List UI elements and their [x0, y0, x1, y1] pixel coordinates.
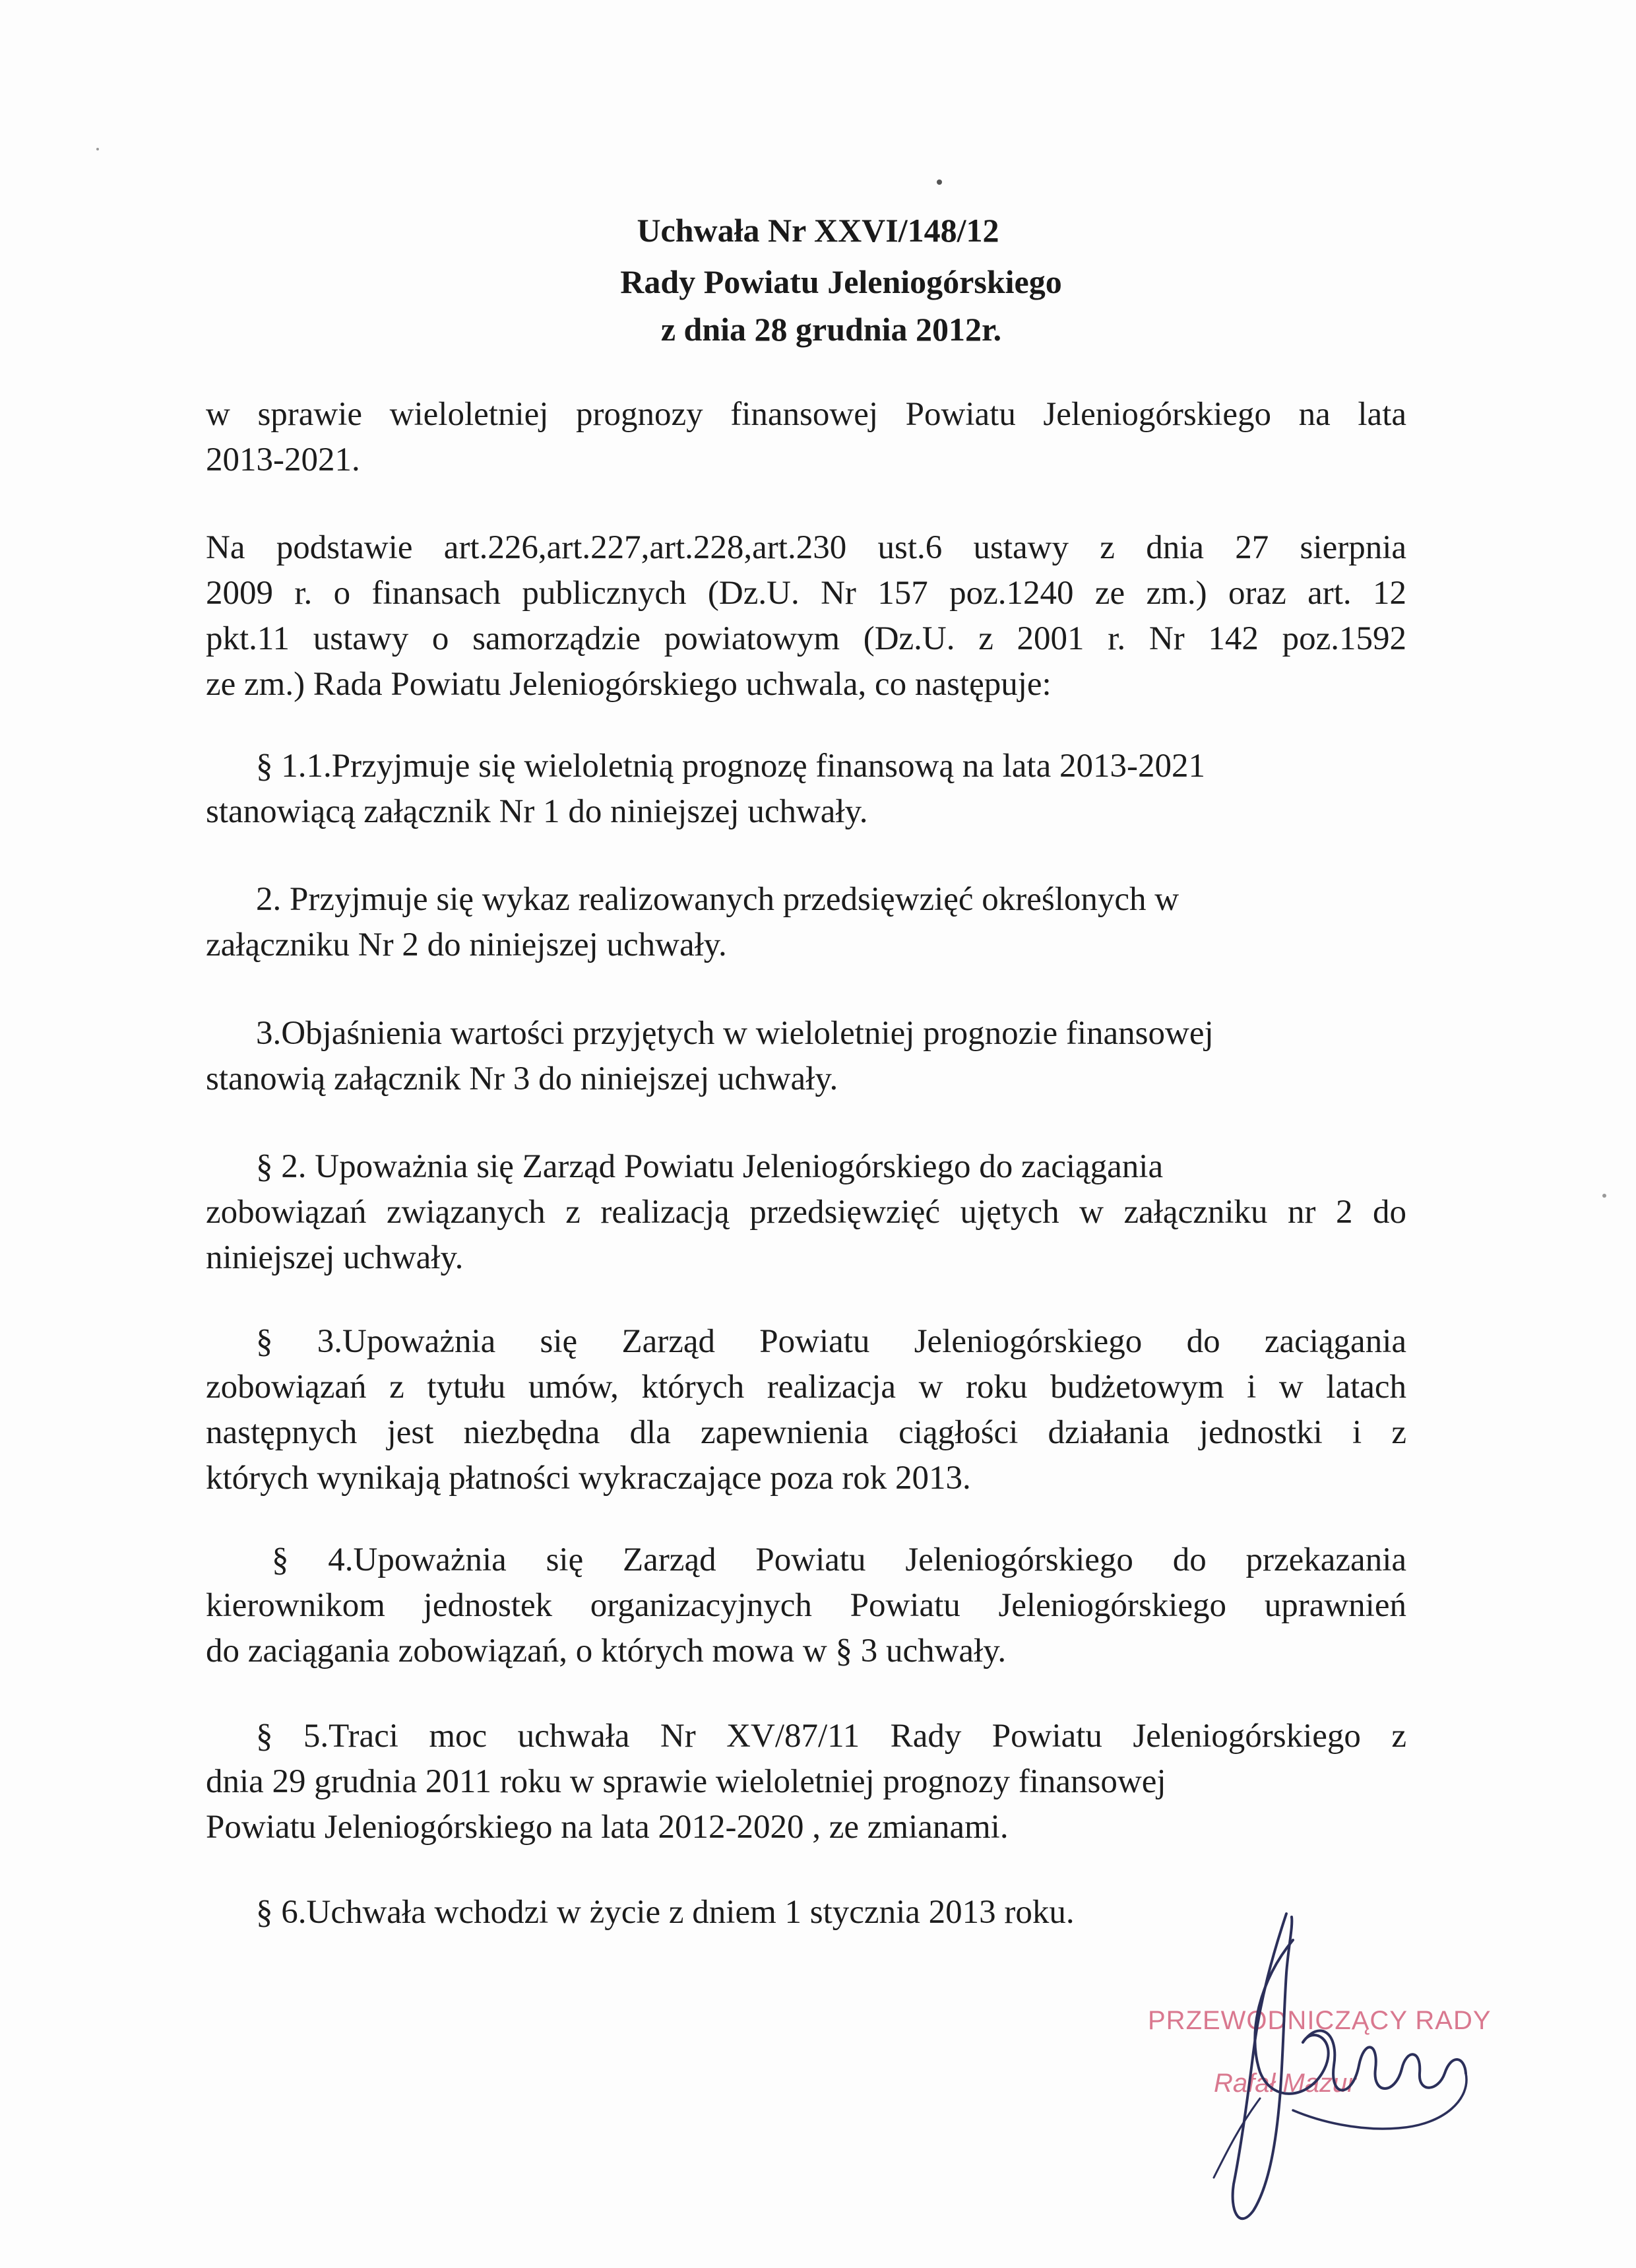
section-2	[206, 1144, 1406, 1281]
section-1-1	[206, 744, 1406, 835]
text-line: 2009 r. o finansach publicznych (Dz.U. Nr 157 poz.1240 ze zm.) oraz art. 12	[206, 575, 1406, 612]
resolution-date: z dnia 28 grudnia 2012r.	[660, 311, 1002, 348]
stamp-name: Rafał Mazur	[1214, 2069, 1356, 2098]
stamp-title: PRZEWODNICZĄCY RADY	[1148, 2006, 1492, 2035]
subject-paragraph	[206, 392, 1406, 483]
section-5	[206, 1714, 1406, 1850]
text-line: do zaciągania zobowiązań, o których mowa w § 3 uchwały.	[206, 1633, 1007, 1669]
text-line: § 2. Upoważnia się Zarząd Powiatu Jeleniogórskiego do zaciągania	[256, 1148, 1164, 1185]
text-line: załączniku Nr 2 do niniejszej uchwały.	[206, 926, 727, 963]
handwritten-signature	[1161, 1900, 1478, 2244]
resolution-number: Uchwała Nr XXVI/148/12	[637, 212, 999, 249]
section-1-2	[206, 877, 1406, 968]
text-line: zobowiązań z tytułu umów, których realizacja w roku budżetowym i w latach	[206, 1369, 1406, 1406]
text-line: Na podstawie art.226,art.227,art.228,art.230 ust.6 ustawy z dnia 27 sierpnia	[206, 529, 1406, 566]
text-line: ze zm.) Rada Powiatu Jeleniogórskiego uchwala, co następuje:	[206, 666, 1052, 703]
text-line: § 5.Traci moc uchwała Nr XV/87/11 Rady Powiatu Jeleniogórskiego z	[256, 1718, 1406, 1755]
text-line: zobowiązań związanych z realizacją przedsięwzięć ujętych w załączniku nr 2 do	[206, 1194, 1406, 1231]
text-line: § 3.Upoważnia się Zarząd Powiatu Jeleniogórskiego do zaciągania	[256, 1323, 1406, 1360]
text-line: w sprawie wieloletniej prognozy finansowej Powiatu Jeleniogórskiego na lata	[206, 396, 1406, 433]
text-line: 2013-2021.	[206, 441, 360, 478]
text-line: § 6.Uchwała wchodzi w życie z dniem 1 stycznia 2013 roku.	[256, 1894, 1075, 1931]
text-line: stanowią załącznik Nr 3 do niniejszej uchwały.	[206, 1060, 838, 1097]
section-1-3	[206, 1011, 1406, 1102]
text-line: niniejszej uchwały.	[206, 1239, 464, 1276]
text-line: § 4.Upoważnia się Zarząd Powiatu Jeleniogórskiego do przekazania	[272, 1541, 1406, 1578]
text-line: następnych jest niezbędna dla zapewnienia ciągłości działania jednostki i z	[206, 1414, 1406, 1451]
text-line: pkt.11 ustawy o samorządzie powiatowym (Dz.U. z 2001 r. Nr 142 poz.1592	[206, 620, 1406, 657]
text-line: dnia 29 grudnia 2011 roku w sprawie wieloletniej prognozy finansowej	[206, 1763, 1166, 1800]
text-line: których wynikają płatności wykraczające poza rok 2013.	[206, 1460, 971, 1497]
text-line: 2. Przyjmuje się wykaz realizowanych przedsięwzięć określonych w	[256, 881, 1180, 918]
text-line: kierownikom jednostek organizacyjnych Powiatu Jeleniogórskiego uprawnień	[206, 1587, 1406, 1624]
text-line: stanowiącą załącznik Nr 1 do niniejszej uchwały.	[206, 793, 868, 830]
text-line: 3.Objaśnienia wartości przyjętych w wieloletniej prognozie finansowej	[256, 1015, 1214, 1052]
legal-basis-paragraph	[206, 525, 1406, 707]
section-3	[206, 1319, 1406, 1501]
council-name: Rady Powiatu Jeleniogórskiego	[620, 263, 1062, 300]
text-line: § 1.1.Przyjmuje się wieloletnią prognozę finansową na lata 2013-2021	[256, 748, 1205, 785]
text-line: Powiatu Jeleniogórskiego na lata 2012-2020 , ze zmianami.	[206, 1809, 1009, 1846]
section-4	[206, 1538, 1406, 1674]
